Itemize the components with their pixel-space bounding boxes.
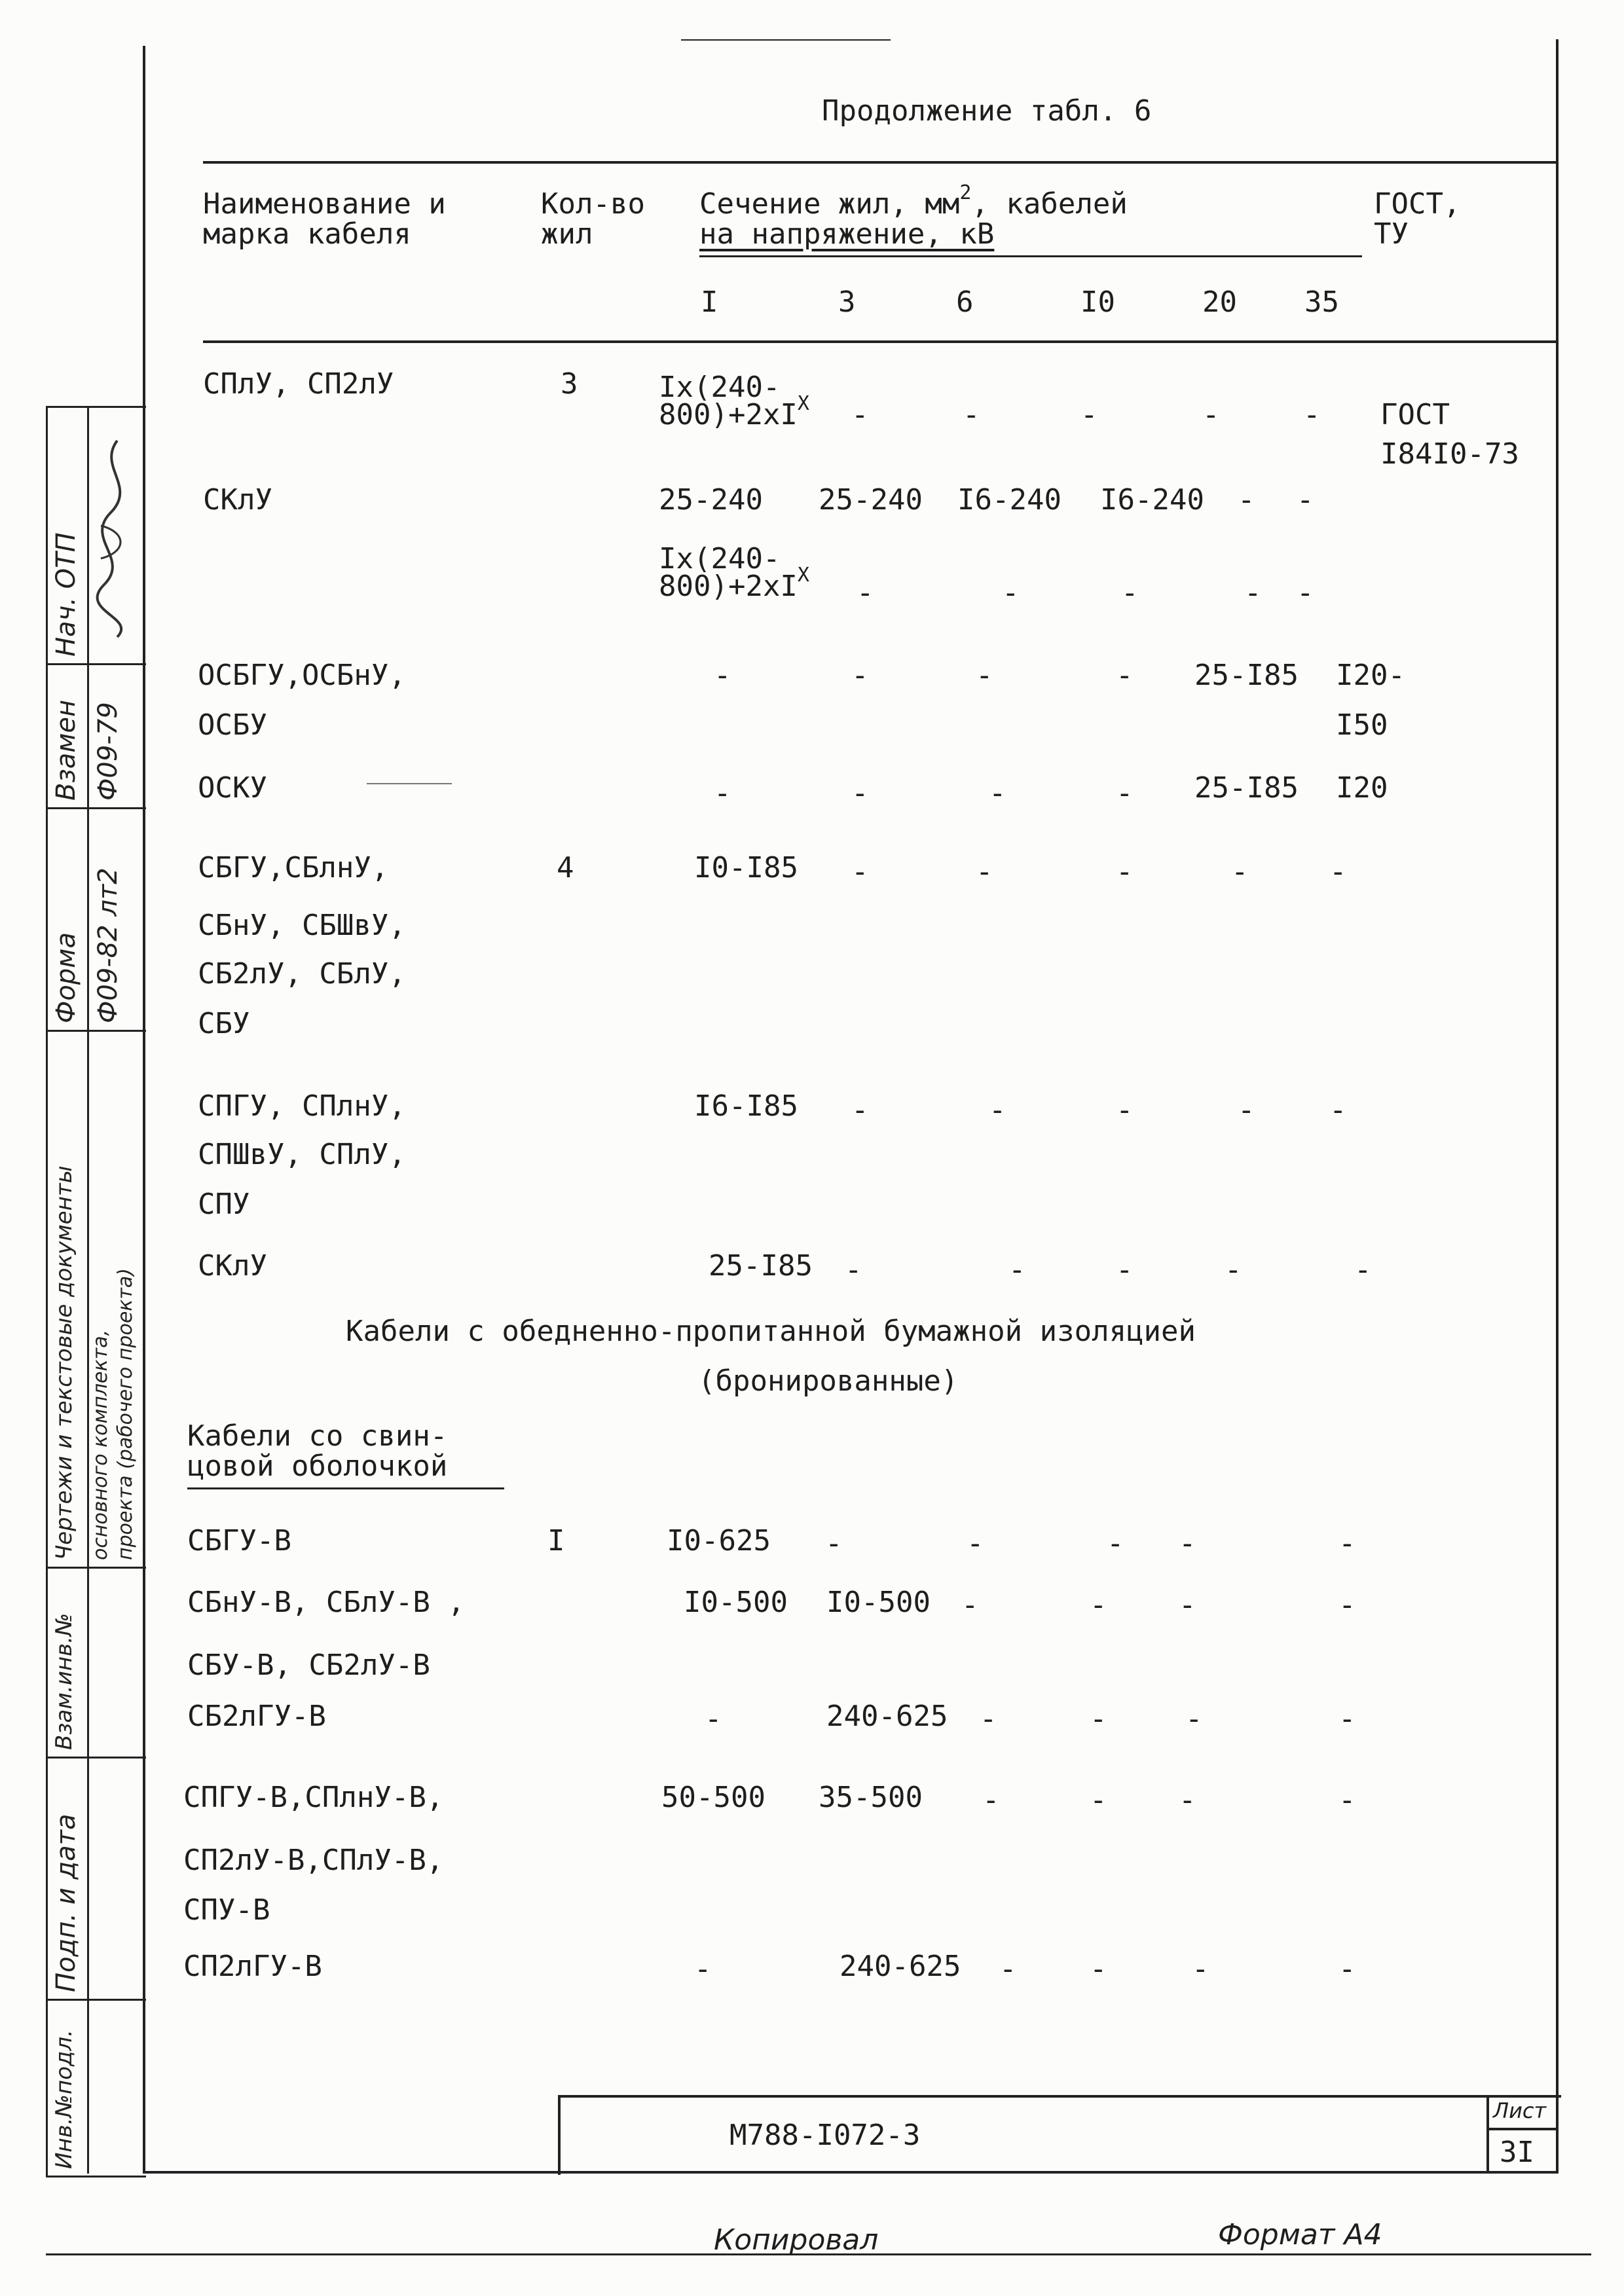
value-6kv: I6-240 xyxy=(957,483,1061,517)
value-3kv: I0-500 xyxy=(826,1586,931,1619)
subsection-underline xyxy=(187,1487,504,1489)
dash-35: - xyxy=(1338,1702,1356,1736)
dash-35: - xyxy=(1338,1952,1356,1986)
table-caption: Продолжение табл. 6 xyxy=(822,94,1152,128)
dash-10: - xyxy=(1080,398,1098,431)
value-10kv: I6-240 xyxy=(1100,483,1204,517)
row-v1-line2 xyxy=(659,392,809,431)
subsection-line1: Кабели со свин- xyxy=(187,1419,448,1453)
copied-by-label: Копировал xyxy=(714,2223,879,2257)
row-name-line1: СПГУ, СПлнУ, xyxy=(198,1089,406,1123)
stamp-divider xyxy=(48,1757,146,1758)
header-count-line2: жил xyxy=(541,217,593,251)
header-name-line1: Наименование и xyxy=(203,187,446,221)
dash-35: - xyxy=(1329,1093,1347,1127)
stamp-divider xyxy=(48,1999,146,2001)
value-35kv: I20 xyxy=(1336,771,1388,805)
signature-mark xyxy=(91,428,143,644)
sheet-number: 3I xyxy=(1500,2136,1534,2169)
stamp-f0979: Ф09-79 xyxy=(93,702,123,801)
row-name-line1: СБнУ-В, СБлУ-В , xyxy=(187,1586,465,1619)
dash-6: - xyxy=(976,659,993,692)
dash-6: - xyxy=(1008,1253,1026,1286)
voltage-6: 6 xyxy=(956,285,974,319)
dash-10: - xyxy=(1116,659,1134,692)
sheet-label: Лист xyxy=(1493,2098,1547,2123)
row-v1-sup: Х xyxy=(797,392,809,415)
row-count: I xyxy=(547,1524,565,1558)
stamp-vzam-inv: Взам.инв.№ xyxy=(51,1613,77,1750)
dash-3: - xyxy=(851,1093,869,1127)
dash-20: - xyxy=(1225,1253,1242,1286)
row-count: 3 xyxy=(561,367,578,401)
row-v1-line1: Iх(240- xyxy=(659,542,781,575)
dash-3: - xyxy=(845,1253,862,1286)
row-name-line2: СП2лУ-В,СПлУ-В, xyxy=(183,1844,444,1877)
stamp-f0982: Ф09-82 лт2 xyxy=(93,867,123,1023)
gost-line1: ГОСТ xyxy=(1380,398,1450,431)
value-3kv: 240-625 xyxy=(826,1700,948,1733)
value-20kv: 25-I85 xyxy=(1194,771,1299,805)
dash-6: - xyxy=(967,1527,984,1560)
stamp-divider xyxy=(48,1030,146,1032)
stamp-forma: Форма xyxy=(51,932,81,1023)
value-3kv: 240-625 xyxy=(840,1950,961,1983)
dash-3: - xyxy=(851,398,869,431)
dash-20: - xyxy=(1185,1702,1203,1736)
row-name-line2: ОСБУ xyxy=(198,708,267,742)
stamp-vzamen: Взамен xyxy=(51,699,81,801)
value-1kv: I0-I85 xyxy=(694,851,798,884)
header-section-text: Сечение жил, мм xyxy=(699,187,960,221)
dash-1: - xyxy=(714,776,731,810)
dash-20: - xyxy=(1244,576,1262,610)
dash-3: - xyxy=(851,855,869,888)
dash-10: - xyxy=(1116,855,1134,888)
stamp-podp-data: Подп. и дата xyxy=(51,1813,81,1992)
dash-20: - xyxy=(1238,1093,1255,1127)
header-gost-line1: ГОСТ, xyxy=(1374,187,1461,221)
dash-35: - xyxy=(1338,1783,1356,1817)
dash-6: - xyxy=(1002,576,1020,610)
value-1kv: I6-I85 xyxy=(694,1089,798,1123)
dash-35: - xyxy=(1297,576,1314,610)
top-frame-line xyxy=(681,39,891,41)
dash-6: - xyxy=(982,1783,1000,1817)
dash-6: - xyxy=(980,1702,997,1736)
row-name-line4: СБУ xyxy=(198,1007,250,1040)
voltage-20: 20 xyxy=(1202,285,1237,319)
value-3kv: 25-240 xyxy=(819,483,923,517)
row-name-line1: ОСБГУ,ОСБнУ, xyxy=(198,659,406,692)
dash-10: - xyxy=(1090,1702,1107,1736)
right-frame-line xyxy=(1556,39,1559,2174)
dash-6: - xyxy=(976,855,993,888)
side-stamp xyxy=(46,406,146,2178)
voltage-1: I xyxy=(701,285,718,319)
title-block-divider xyxy=(1486,2095,1489,2172)
row-name: ОСКУ xyxy=(198,771,267,805)
stamp-divider xyxy=(48,807,146,809)
stamp-inv-podl: Инв.№подл. xyxy=(51,2030,77,2169)
stamp-nach-otp: Нач. ОТП xyxy=(51,532,81,657)
row-count: 4 xyxy=(557,851,574,884)
value-1kv: - xyxy=(705,1702,722,1736)
section-title-line2: (бронированные) xyxy=(698,1364,959,1398)
row-name: СКлУ xyxy=(198,1249,267,1283)
dash-20: - xyxy=(1179,1527,1196,1560)
dash-35: - xyxy=(1354,1253,1372,1286)
dash-10: - xyxy=(1116,1253,1134,1286)
row-name: СБ2лГУ-В xyxy=(187,1700,326,1733)
voltage-10: I0 xyxy=(1080,285,1115,319)
dash-10: - xyxy=(1090,1952,1107,1986)
stamp-divider xyxy=(87,408,89,2174)
row-name-line2: СПШвУ, СПлУ, xyxy=(198,1138,406,1171)
row-name-line3: СПУ-В xyxy=(183,1893,270,1927)
value-1kv: 25-240 xyxy=(659,483,763,517)
dash-1: - xyxy=(714,659,731,692)
value-1kv: - xyxy=(694,1952,712,1986)
stamp-divider xyxy=(48,663,146,665)
row-name: СП2лГУ-В xyxy=(183,1950,322,1983)
value-35kv-line1: I20- xyxy=(1336,659,1405,692)
stamp-divider xyxy=(48,1567,146,1569)
dash-35: - xyxy=(1338,1588,1356,1622)
dash-10: - xyxy=(1116,1093,1134,1127)
value-20kv: 25-I85 xyxy=(1194,659,1299,692)
header-section-underline xyxy=(699,255,1362,257)
dash-6: - xyxy=(961,1588,979,1622)
row-v1-line2 xyxy=(659,564,809,603)
value-35kv: - xyxy=(1297,483,1314,517)
title-block xyxy=(558,2095,1561,2175)
value-1kv: 50-500 xyxy=(661,1781,766,1814)
value-1kv: 25-I85 xyxy=(709,1249,813,1283)
row-name-line3: СПУ xyxy=(198,1188,250,1221)
row-name-line2: СБнУ, СБШвУ, xyxy=(198,909,406,942)
dash-35: - xyxy=(1329,855,1347,888)
dash-35: - xyxy=(1338,1527,1356,1560)
dash-35: - xyxy=(1303,398,1321,431)
dash-10: - xyxy=(1116,776,1134,810)
ink-stroke xyxy=(367,783,452,784)
section-title-line1: Кабели с обедненно-пропитанной бумажной изоляцией xyxy=(346,1315,1196,1348)
dash-20: - xyxy=(1202,398,1220,431)
header-top-line xyxy=(203,161,1559,164)
dash-20: - xyxy=(1192,1952,1209,1986)
value-3kv: 35-500 xyxy=(819,1781,923,1814)
header-bottom-line xyxy=(203,340,1559,343)
format-label: Формат А4 xyxy=(1218,2218,1382,2251)
gost-line2: I84I0-73 xyxy=(1380,437,1519,471)
row-name-line3: СБ2лУ, СБлУ, xyxy=(198,957,406,991)
row-name: СПлУ, СП2лУ xyxy=(203,367,394,401)
header-count-line1: Кол-во xyxy=(541,187,645,221)
row-v1-text: 800)+2хI xyxy=(659,398,798,431)
row-name-line1: СПГУ-В,СПлнУ-В, xyxy=(183,1781,444,1814)
dash-6: - xyxy=(989,776,1006,810)
row-name: СКлУ xyxy=(203,483,272,517)
row-v1-line1: Iх(240- xyxy=(659,371,781,404)
dash-10: - xyxy=(1107,1527,1124,1560)
value-1kv: I0-625 xyxy=(667,1524,771,1558)
stamp-main-set: основного комплекта, xyxy=(89,1330,112,1560)
dash-20: - xyxy=(1179,1783,1196,1817)
subsection-line2: цовой оболочкой xyxy=(187,1449,448,1483)
dash-10: - xyxy=(1090,1783,1107,1817)
value-20kv: - xyxy=(1238,483,1255,517)
stamp-drawings: Чертежи и текстовые документы xyxy=(51,1165,77,1560)
row-name-line2: СБУ-В, СБ2лУ-В xyxy=(187,1649,430,1682)
dash-6: - xyxy=(989,1093,1006,1127)
document-code: М788-I072-3 xyxy=(729,2119,921,2152)
header-section-line2: на напряжение, кВ xyxy=(699,217,995,251)
header-section-line1 xyxy=(699,181,1128,221)
dash-3: - xyxy=(857,576,874,610)
dash-20: - xyxy=(1231,855,1249,888)
dash-3: - xyxy=(851,659,869,692)
row-name-line1: СБГУ,СБлнУ, xyxy=(198,851,389,884)
dash-3: - xyxy=(825,1527,843,1560)
title-block-divider xyxy=(1486,2128,1559,2130)
value-1kv: I0-500 xyxy=(684,1586,788,1619)
header-gost-line2: ТУ xyxy=(1374,217,1409,251)
dash-6: - xyxy=(999,1952,1017,1986)
header-name-line2: марка кабеля xyxy=(203,217,411,251)
dash-10: - xyxy=(1121,576,1139,610)
row-v1-sup: Х xyxy=(797,564,809,587)
row-v1-text: 800)+2хI xyxy=(659,570,798,603)
header-section-sup: 2 xyxy=(959,181,972,204)
dash-20: - xyxy=(1179,1588,1196,1622)
header-section-tail: , кабелей xyxy=(971,187,1128,221)
voltage-3: 3 xyxy=(838,285,856,319)
dash-10: - xyxy=(1090,1588,1107,1622)
row-name: СБГУ-В xyxy=(187,1524,291,1558)
value-35kv-line2: I50 xyxy=(1336,708,1388,742)
dash-6: - xyxy=(963,398,980,431)
voltage-35: 35 xyxy=(1304,285,1339,319)
stamp-project: проекта (рабочего проекта) xyxy=(114,1268,137,1560)
dash-3: - xyxy=(851,776,869,810)
